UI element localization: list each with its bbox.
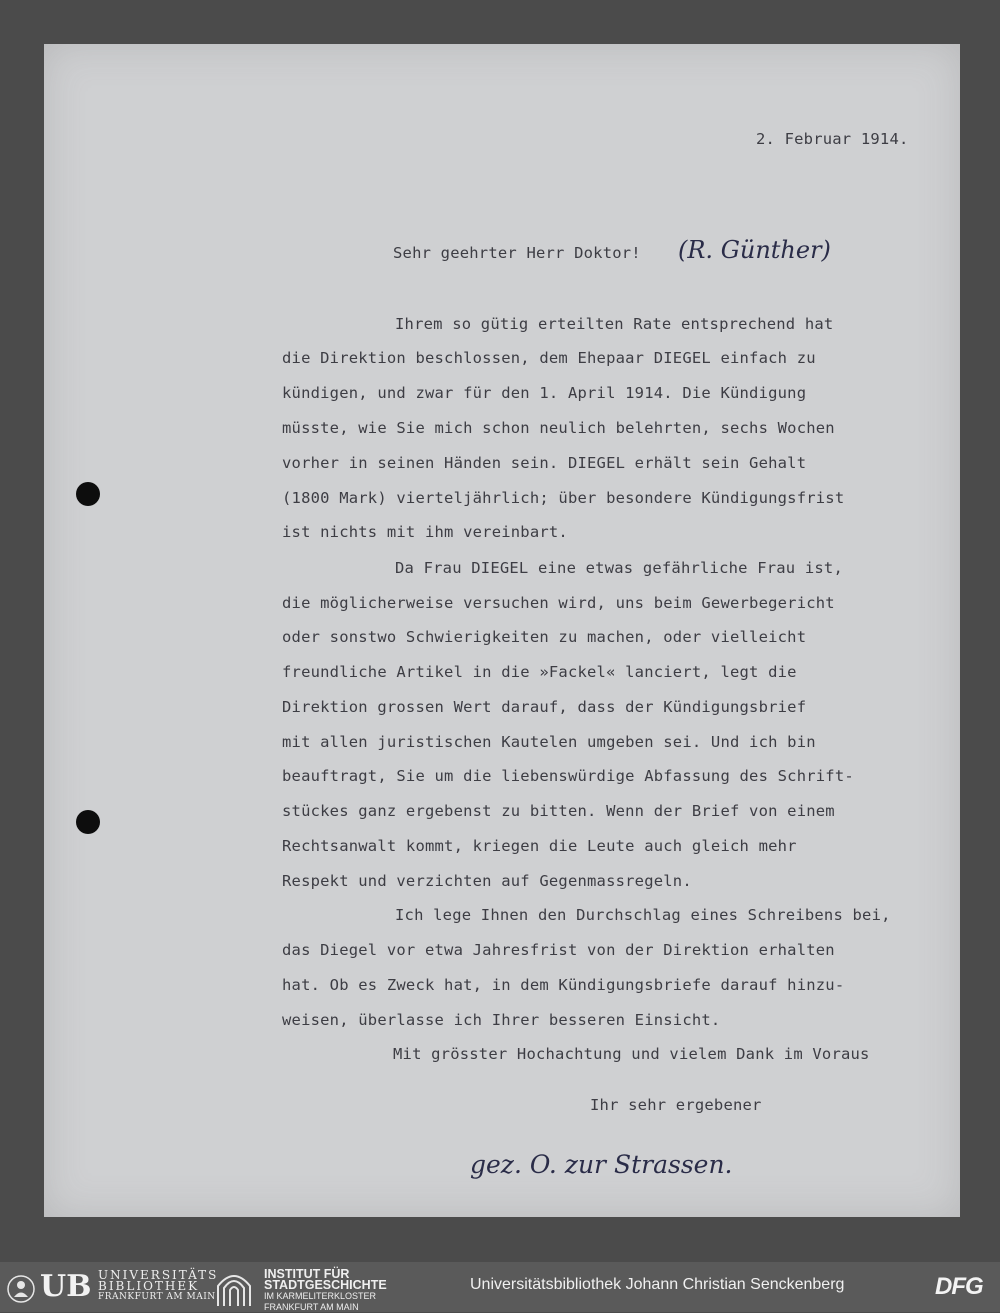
body-line: Da Frau DIEGEL eine etwas gefährliche Frau ist, — [395, 559, 843, 577]
body-line: weisen, überlasse ich Ihrer besseren Einsicht. — [282, 1011, 721, 1029]
footer-library-title: Universitätsbibliothek Johann Christian Senckenberg — [470, 1276, 845, 1293]
dfg-logo: DFG — [935, 1273, 983, 1300]
footer-bar — [0, 1262, 1000, 1312]
isg-name-line: STADTGESCHICHTE — [264, 1278, 387, 1292]
isg-name — [264, 1269, 387, 1313]
body-line: Direktion grossen Wert darauf, dass der Kündigungsbrief — [282, 698, 807, 716]
body-line: oder sonstwo Schwierigkeiten zu machen, oder vielleicht — [282, 628, 807, 646]
ub-logo-text: UB — [40, 1269, 92, 1304]
body-line: die Direktion beschlossen, dem Ehepaar DIEGEL einfach zu — [282, 349, 816, 367]
isg-name-line: IM KARMELITERKLOSTER — [264, 1291, 377, 1301]
body-line: Mit grösster Hochachtung und vielem Dank im Voraus — [393, 1045, 870, 1063]
body-line: das Diegel vor etwa Jahresfrist von der Direktion erhalten — [282, 941, 835, 959]
body-line: mit allen juristischen Kautelen umgeben sei. Und ich bin — [282, 733, 816, 751]
letter-date: 2. Februar 1914. — [756, 130, 909, 148]
university-seal-icon — [6, 1274, 36, 1304]
handwritten-annotation: (R. Günther) — [678, 236, 831, 264]
body-line: müsste, wie Sie mich schon neulich belehrten, sechs Wochen — [282, 419, 835, 437]
letter-salutation: Sehr geehrter Herr Doktor! — [393, 244, 641, 262]
body-line: hat. Ob es Zweck hat, in dem Kündigungsbriefe darauf hinzu- — [282, 976, 845, 994]
body-line: vorher in seinen Händen sein. DIEGEL erhält sein Gehalt — [282, 454, 807, 472]
body-line: Respekt und verzichten auf Gegenmassregeln. — [282, 872, 692, 890]
cloister-arch-icon — [214, 1270, 254, 1308]
body-line: freundliche Artikel in die »Fackel« lanciert, legt die — [282, 663, 797, 681]
ub-name-line: UNIVERSITÄTS — [98, 1268, 219, 1282]
isg-name-line: INSTITUT FÜR — [264, 1267, 350, 1281]
body-line: die möglicherweise versuchen wird, uns beim Gewerbegericht — [282, 594, 835, 612]
body-line: ist nichts mit ihm vereinbart. — [282, 523, 568, 541]
punch-hole-bottom — [76, 810, 100, 834]
body-line: Rechtsanwalt kommt, kriegen die Leute auch gleich mehr — [282, 837, 797, 855]
signature: gez. O. zur Strassen. — [470, 1150, 733, 1179]
body-line: (1800 Mark) vierteljährlich; über besondere Kündigungsfrist — [282, 489, 845, 507]
body-line: Ich lege Ihnen den Durchschlag eines Schreibens bei, — [395, 906, 891, 924]
punch-hole-top — [76, 482, 100, 506]
body-line: Ihrem so gütig erteilten Rate entsprechend hat — [395, 315, 834, 333]
ub-name-line: BIBLIOTHEK — [98, 1279, 200, 1293]
ub-name-line: FRANKFURT AM MAIN — [98, 1292, 216, 1302]
ub-name — [98, 1270, 218, 1303]
body-line: kündigen, und zwar für den 1. April 1914. Die Kündigung — [282, 384, 807, 402]
isg-name-line: FRANKFURT AM MAIN — [264, 1302, 359, 1312]
body-line: beauftragt, Sie um die liebenswürdige Abfassung des Schrift- — [282, 767, 854, 785]
body-line: stückes ganz ergebenst zu bitten. Wenn der Brief von einem — [282, 802, 835, 820]
letter-closing: Ihr sehr ergebener — [590, 1096, 762, 1114]
